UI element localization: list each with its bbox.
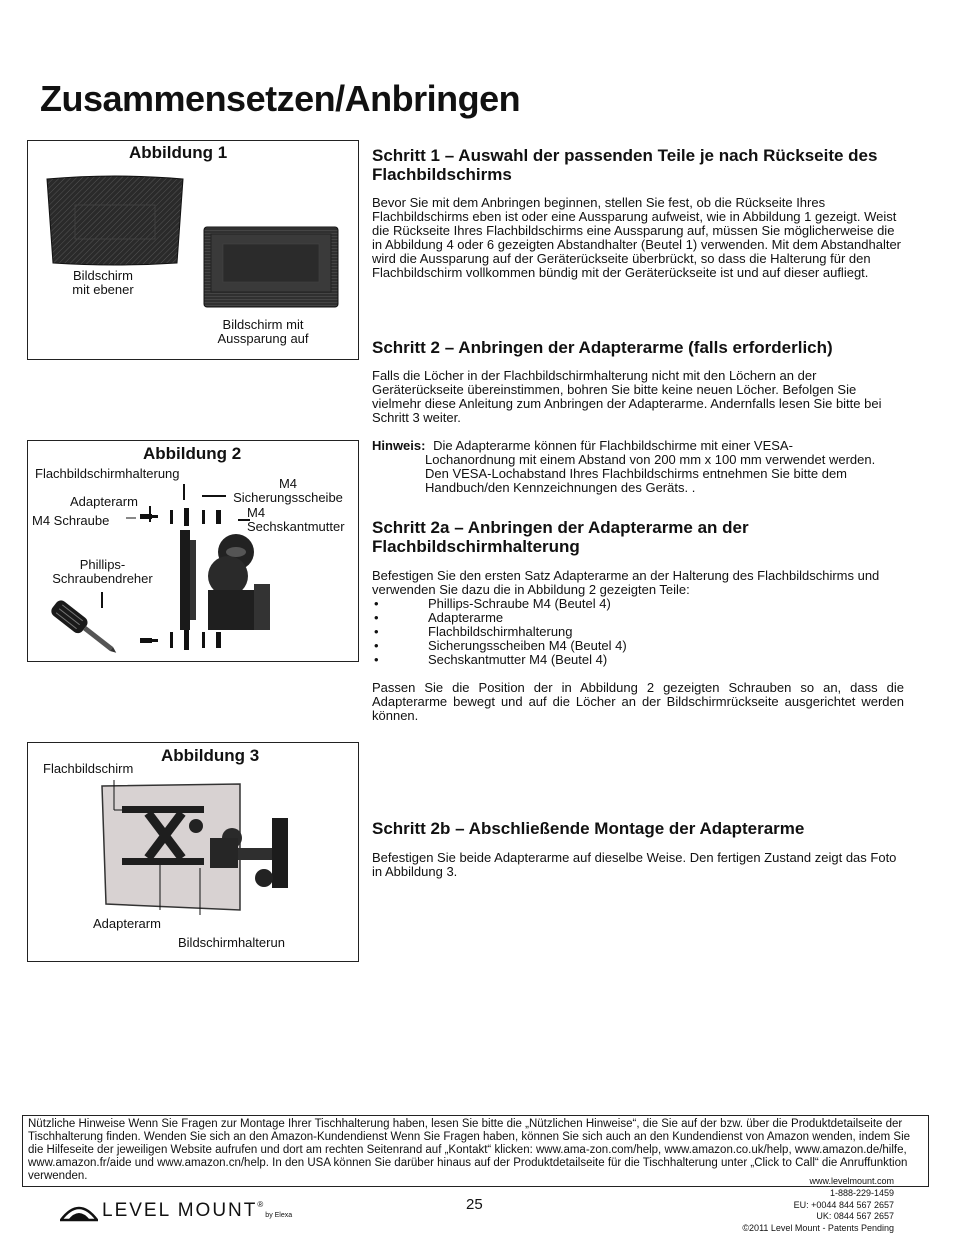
step1-text: Bevor Sie mit dem Anbringen beginnen, stellen Sie fest, ob die Rückseite Ihres Flachbildschirms eben ist oder eine Aussparung aufweist, wie in Abbildung 1 gezeigt. Weist die Rückseite Ihres Flachbildschirms eine Aussparung auf, müssen Sie möglicherweise die in Abbildung 4 oder 6 gezeigten Abstandhalter (Beutel 1) verwenden. Mit dem Abstandhalter wird die Aussparung auf der Geräterückseite überbrückt, so dass die Halterung für den Flachbildschirm vollkommen bündig mit der Geräterückseite ist und auf dieser aufliegt. <box>372 195 902 280</box>
list-item: • Phillips-Schraube M4 (Beutel 4) <box>374 596 611 611</box>
hint-text: Nützliche Hinweise Wenn Sie Fragen zur Montage Ihrer Tischhalterung haben, lesen Sie bitte die „Nützlichen Hinweise“, die Sie auf der bzw. über die Produktdetailseite der Tischhalterung finden. Wenden Sie sich an den Amazon-Kundendienst Wenn Sie Fragen haben, können Sie sich auch an den Kundendienst von Amazon wenden, indem Sie die Hilfeseite der jeweiligen Website aufrufen und dort am rechten Seitenrand auf „Kontakt“ klicken: www.ama-zon.com/help, www.amazon.co.uk/help, www.amazon.de/hilfe, www.amazon.fr/aide und www.amazon.cn/help. In den USA können Sie darüber hinaus auf der Produktdetailseite für die Tischhalterung unter „Click to Call“ die Anruffunktion verwenden. <box>28 1118 911 1182</box>
list-item: • Sicherungsscheiben M4 (Beutel 4) <box>374 638 627 653</box>
figure-2-title: Abbildung 2 <box>143 444 242 463</box>
copyright: ©2011 Level Mount - Patents Pending <box>742 1222 894 1233</box>
fig3-arm-label: Adapterarm <box>93 916 161 931</box>
step1-heading: Schritt 1 – Auswahl der passenden Teile je nach Rückseite des Flachbildschirms <box>372 146 878 184</box>
parts-list <box>372 597 892 667</box>
website: www.levelmount.com <box>809 1176 894 1186</box>
step2b-heading: Schritt 2b – Abschließende Montage der Adapterarme <box>372 819 805 838</box>
phone-us: 1-888-229-1459 <box>829 1188 894 1198</box>
washer-label: M4 Sicherungsscheibe <box>233 476 343 505</box>
arm-label: Adapterarm <box>70 494 138 509</box>
logo-registered: ® <box>257 1200 264 1209</box>
level-mount-logo-icon <box>60 1200 98 1222</box>
step2-text: Falls die Löcher in der Flachbildschirmhalterung nicht mit den Löchern an der Geräterückseite übereinstimmen, bohren Sie bitte keine neuen Löcher. Befolgen Sie vielmehr diese Anleitung zum Anbringen der Adapterarme. Andernfalls lesen Sie bitte bei Schritt 3 weiter. <box>372 368 882 425</box>
step2a-text2: Passen Sie die Position der in Abbildung 2 gezeigten Schrauben so an, dass die Adapterarme bewegt und auf die Löcher an der Bildschirmrückseite ausgerichtet werden können. <box>372 680 904 723</box>
note-label: Hinweis: <box>372 438 426 453</box>
finished-assembly-image <box>100 780 300 915</box>
list-item: • Sechskantmutter M4 (Beutel 4) <box>374 652 608 667</box>
logo-by: by Elexa <box>265 1211 293 1219</box>
flat-back-label: Bildschirm mit ebener <box>72 268 134 297</box>
step2-heading: Schritt 2 – Anbringen der Adapterarme (falls erforderlich) <box>372 338 833 357</box>
page-title: Zusammensetzen/Anbringen <box>40 78 521 119</box>
logo-text: LEVEL MOUNT <box>102 1200 258 1221</box>
recessed-back-label: Bildschirm mit Aussparung auf <box>217 317 309 346</box>
note-rest: Lochanordnung mit einem Abstand von 200 mm x 100 mm verwendet werden. Den VESA-Lochabstand Ihres Flachbildschirms entnehmen Sie bitte dem Handbuch/den Kennzeichnungen des Geräts. . <box>425 452 876 495</box>
logo <box>60 1198 292 1224</box>
phone-uk: UK: 0844 567 2657 <box>816 1211 894 1221</box>
list-item: • Flachbildschirmhalterung <box>374 624 573 639</box>
tv-label: Flachbildschirm <box>43 761 134 776</box>
note-first-line: Die Adapterarme können für Flachbildschirme mit einer VESA- <box>433 438 793 453</box>
flat-back-tv-image <box>45 175 185 267</box>
screw-label: M4 Schraube <box>32 513 110 528</box>
contact-info <box>742 1188 894 1234</box>
nut-label: M4 Sechskantmutter <box>247 505 345 534</box>
note-block <box>372 439 904 495</box>
page-number: 25 <box>466 1196 483 1213</box>
figure-1-title: Abbildung 1 <box>129 143 228 162</box>
step2a-heading: Schritt 2a – Anbringen der Adapterarme an der Flachbildschirmhalterung <box>372 518 749 556</box>
step2b-text: Befestigen Sie beide Adapterarme auf dieselbe Weise. Den fertigen Zustand zeigt das Foto in Abbildung 3. <box>372 850 897 879</box>
phone-eu: EU: +0044 844 567 2657 <box>793 1199 894 1210</box>
figure-3-title: Abbildung 3 <box>161 746 260 765</box>
bracket-label: Flachbildschirmhalterung <box>35 466 180 481</box>
step2a-text: Befestigen Sie den ersten Satz Adapterarme an der Halterung des Flachbildschirms und verwenden Sie dazu die in Abbildung 2 gezeigten Teile: <box>372 568 880 597</box>
assembly-drawing <box>30 480 350 655</box>
fig3-mount-label: Bildschirmhalterun <box>178 935 285 950</box>
list-item: • Adapterarme <box>374 610 504 625</box>
screwdriver-label: Phillips- Schraubendreher <box>52 557 153 586</box>
recessed-back-tv-image <box>203 226 339 308</box>
